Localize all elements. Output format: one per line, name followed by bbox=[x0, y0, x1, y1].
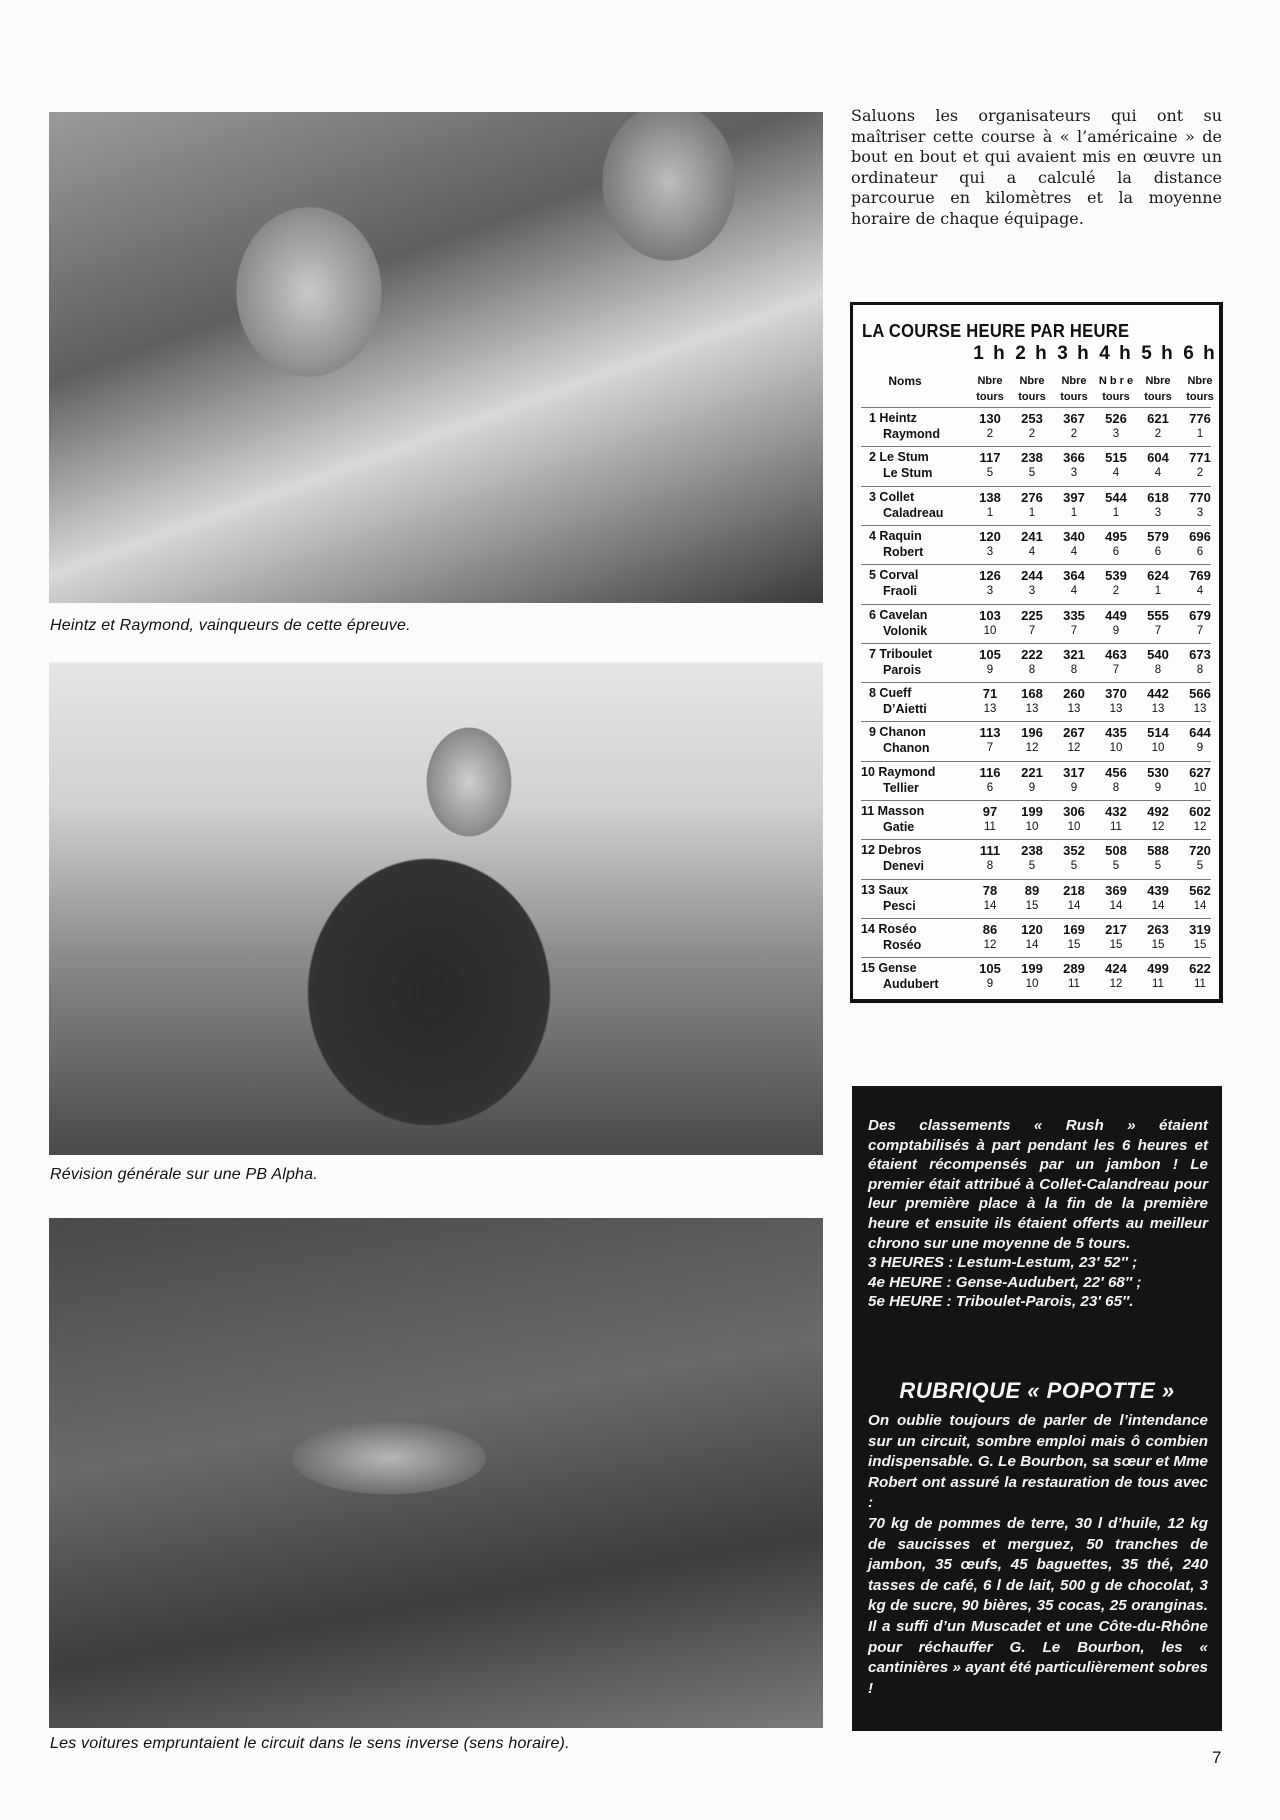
popotte-paragraph: 70 kg de pommes de terre, 30 l d’huile, 12 kg de saucisses et merguez, 50 tranches de jambon, 35 œufs, 45 baguettes, 35 thé, 240 tasses de café, 6 l de lait, 500 g de chocolat, 3 kg de sucre, 90 bières, 35 cocas, 25 oranginas. Il a suffi d’un Muscadet et une Côte-du-Rhône pour réchauffer G. Le Bourbon, les « cantinières » ayant été particulièrement sobres ! bbox=[868, 1514, 1208, 1697]
laps-subheader: N b r e tours bbox=[1098, 375, 1134, 403]
rank-cell: 5 bbox=[1154, 860, 1162, 873]
rank-cell: 15 bbox=[1025, 899, 1039, 912]
laps-cell: 199 bbox=[1021, 804, 1043, 819]
laps-cell: 435 bbox=[1105, 725, 1127, 741]
rank-cell: 3 bbox=[1070, 467, 1078, 480]
photo-heintz-raymond bbox=[49, 112, 823, 603]
rank-cell: 9 bbox=[1154, 781, 1162, 794]
rank-cell: 4 bbox=[1028, 545, 1036, 558]
team-driver-1: 3 Collet bbox=[869, 489, 915, 504]
rank-cell: 3 bbox=[1028, 585, 1036, 598]
rank-cell: 1 bbox=[986, 506, 994, 519]
laps-cell: 138 bbox=[979, 489, 1001, 505]
rank-cell: 10 bbox=[1193, 781, 1207, 794]
team-driver-1: 9 Chanon bbox=[869, 725, 926, 740]
team-driver-1: 2 Le Stum bbox=[869, 450, 929, 465]
rank-cell: 7 bbox=[986, 742, 994, 755]
laps-cell: 71 bbox=[982, 686, 998, 702]
team-driver-2: Audubert bbox=[883, 977, 939, 992]
laps-cell: 604 bbox=[1147, 450, 1169, 466]
laps-cell: 720 bbox=[1189, 843, 1211, 859]
table-row bbox=[861, 957, 1211, 997]
rank-cell: 8 bbox=[1112, 781, 1120, 794]
laps-cell: 120 bbox=[979, 528, 1001, 544]
table-row bbox=[861, 721, 1211, 761]
rank-cell: 1 bbox=[1154, 585, 1162, 598]
rank-cell: 8 bbox=[1070, 663, 1078, 676]
rank-cell: 13 bbox=[1067, 703, 1081, 716]
rank-cell: 3 bbox=[1112, 428, 1120, 440]
rank-cell: 13 bbox=[1109, 703, 1123, 716]
table-row bbox=[861, 839, 1211, 879]
rank-cell: 12 bbox=[1109, 978, 1123, 991]
team-driver-2: Roséo bbox=[883, 937, 922, 952]
laps-cell: 555 bbox=[1147, 607, 1169, 623]
popotte-heading: RUBRIQUE « POPOTTE » bbox=[899, 1378, 1175, 1403]
laps-cell: 463 bbox=[1105, 646, 1127, 662]
rank-cell: 7 bbox=[1028, 624, 1036, 637]
laps-cell: 267 bbox=[1063, 725, 1085, 741]
team-driver-1: 10 Raymond bbox=[861, 764, 936, 779]
laps-cell: 771 bbox=[1189, 450, 1211, 466]
rank-cell: 15 bbox=[1067, 938, 1081, 951]
laps-cell: 508 bbox=[1105, 843, 1127, 859]
hour-column-header: 3 h bbox=[1057, 343, 1091, 364]
laps-cell: 776 bbox=[1189, 411, 1211, 426]
rank-cell: 2 bbox=[1154, 428, 1162, 440]
laps-cell: 679 bbox=[1189, 607, 1211, 623]
laps-cell: 89 bbox=[1024, 882, 1040, 898]
rank-cell: 12 bbox=[1025, 742, 1039, 755]
rank-cell: 12 bbox=[983, 938, 997, 951]
team-driver-2: Caladreau bbox=[883, 505, 944, 520]
rank-cell: 8 bbox=[1196, 663, 1204, 676]
laps-cell: 673 bbox=[1189, 646, 1211, 662]
rush-result-line: 4e HEURE : Gense-Audubert, 22′ 68″ ; bbox=[868, 1273, 1142, 1291]
laps-cell: 449 bbox=[1105, 607, 1127, 623]
laps-cell: 168 bbox=[1021, 686, 1043, 702]
team-driver-1: 4 Raquin bbox=[869, 528, 922, 543]
laps-cell: 111 bbox=[979, 843, 1001, 859]
laps-cell: 540 bbox=[1147, 646, 1169, 662]
rank-cell: 4 bbox=[1070, 545, 1078, 558]
table-row bbox=[861, 800, 1211, 840]
team-driver-2: Gatie bbox=[883, 820, 915, 834]
laps-cell: 364 bbox=[1063, 568, 1085, 584]
team-driver-1: 13 Saux bbox=[861, 882, 909, 897]
team-driver-1: 1 Heintz bbox=[869, 411, 917, 425]
rank-cell: 13 bbox=[983, 703, 997, 716]
rank-cell: 5 bbox=[986, 467, 994, 480]
page-number: 7 bbox=[1212, 1748, 1222, 1767]
rank-cell: 15 bbox=[1109, 938, 1123, 951]
table-title: LA COURSE HEURE PAR HEURE bbox=[862, 321, 1130, 341]
rank-cell: 10 bbox=[1151, 742, 1165, 755]
laps-cell: 241 bbox=[1021, 528, 1043, 544]
rank-cell: 11 bbox=[1110, 821, 1122, 833]
table-row bbox=[861, 564, 1211, 604]
laps-cell: 621 bbox=[1147, 411, 1169, 426]
rank-cell: 14 bbox=[983, 899, 997, 912]
popotte-section bbox=[868, 1411, 1208, 1699]
laps-cell: 319 bbox=[1189, 921, 1211, 937]
laps-cell: 103 bbox=[979, 607, 1001, 623]
table-row bbox=[861, 486, 1211, 526]
table-row bbox=[861, 761, 1211, 801]
rank-cell: 14 bbox=[1151, 899, 1165, 912]
team-driver-1: 8 Cueff bbox=[869, 686, 912, 701]
rank-cell: 7 bbox=[1070, 624, 1078, 637]
rush-result-line: 5e HEURE : Triboulet-Parois, 23′ 65″. bbox=[868, 1293, 1134, 1311]
rank-cell: 5 bbox=[1196, 860, 1204, 873]
rank-cell: 2 bbox=[1028, 428, 1036, 440]
popotte-paragraph: On oublie toujours de parler de l’intendance sur un circuit, sombre emploi mais ô combien indispensable. G. Le Bourbon, sa sœur et Mme Robert ont assuré la restauration de tous avec : bbox=[868, 1412, 1208, 1512]
laps-cell: 624 bbox=[1147, 568, 1169, 584]
results-table bbox=[850, 302, 1223, 1003]
rank-cell: 8 bbox=[986, 860, 994, 873]
team-driver-2: Le Stum bbox=[883, 466, 933, 481]
laps-cell: 352 bbox=[1063, 843, 1085, 859]
rank-cell: 15 bbox=[1193, 938, 1207, 951]
laps-cell: 97 bbox=[982, 804, 998, 819]
laps-cell: 439 bbox=[1147, 882, 1169, 898]
rank-cell: 13 bbox=[1025, 703, 1039, 716]
team-driver-2: Raymond bbox=[883, 427, 940, 441]
laps-cell: 370 bbox=[1105, 686, 1127, 702]
laps-cell: 492 bbox=[1147, 804, 1169, 819]
laps-cell: 602 bbox=[1189, 804, 1211, 819]
rank-cell: 11 bbox=[984, 821, 996, 833]
rank-cell: 5 bbox=[1028, 467, 1036, 480]
photo-caption: Les voitures empruntaient le circuit dans le sens inverse (sens horaire). bbox=[50, 1735, 570, 1752]
team-driver-1: 7 Triboulet bbox=[869, 646, 933, 661]
team-driver-2: Volonik bbox=[883, 623, 928, 638]
laps-cell: 526 bbox=[1105, 411, 1127, 426]
laps-cell: 622 bbox=[1189, 961, 1211, 977]
laps-cell: 499 bbox=[1147, 961, 1169, 977]
laps-cell: 126 bbox=[979, 568, 1001, 584]
laps-subheader: Nbre tours bbox=[1060, 375, 1088, 403]
team-driver-1: 11 Masson bbox=[861, 804, 925, 818]
table-row bbox=[861, 643, 1211, 683]
laps-cell: 306 bbox=[1063, 804, 1085, 819]
laps-cell: 260 bbox=[1063, 686, 1085, 702]
hour-column-header: 1 h bbox=[973, 343, 1007, 364]
laps-cell: 244 bbox=[1021, 568, 1043, 584]
table-row bbox=[861, 407, 1211, 447]
laps-cell: 199 bbox=[1021, 961, 1043, 977]
laps-cell: 321 bbox=[1063, 646, 1085, 662]
laps-cell: 618 bbox=[1147, 489, 1169, 505]
rank-cell: 4 bbox=[1196, 585, 1204, 598]
team-driver-1: 6 Cavelan bbox=[869, 607, 928, 622]
photo-caption: Heintz et Raymond, vainqueurs de cette épreuve. bbox=[50, 617, 411, 634]
laps-cell: 263 bbox=[1147, 921, 1169, 937]
laps-cell: 276 bbox=[1021, 489, 1043, 505]
rank-cell: 2 bbox=[1070, 428, 1078, 440]
laps-cell: 78 bbox=[982, 882, 998, 898]
laps-cell: 113 bbox=[979, 725, 1001, 741]
rank-cell: 5 bbox=[1070, 860, 1078, 873]
laps-cell: 335 bbox=[1063, 607, 1085, 623]
laps-cell: 530 bbox=[1147, 764, 1169, 780]
laps-cell: 514 bbox=[1147, 725, 1169, 741]
rank-cell: 6 bbox=[986, 781, 994, 794]
laps-cell: 221 bbox=[1021, 764, 1043, 780]
rank-cell: 9 bbox=[1112, 624, 1120, 637]
laps-cell: 495 bbox=[1105, 528, 1127, 544]
team-driver-2: D’Aietti bbox=[883, 702, 927, 717]
rank-cell: 10 bbox=[1067, 821, 1081, 833]
sidebar-box bbox=[852, 1086, 1222, 1731]
laps-subheader: Nbre tours bbox=[1018, 375, 1046, 403]
laps-cell: 86 bbox=[982, 921, 998, 937]
rank-cell: 10 bbox=[1025, 821, 1039, 833]
hour-column-header: 6 h bbox=[1183, 343, 1217, 364]
laps-cell: 225 bbox=[1021, 607, 1043, 623]
rank-cell: 2 bbox=[986, 428, 994, 440]
rank-cell: 2 bbox=[1112, 585, 1120, 598]
rank-cell: 11 bbox=[1194, 978, 1206, 991]
laps-subheader: Nbre tours bbox=[1186, 375, 1214, 403]
team-driver-2: Denevi bbox=[883, 859, 924, 874]
team-driver-1: 15 Gense bbox=[861, 961, 917, 976]
laps-cell: 218 bbox=[1063, 882, 1085, 898]
laps-cell: 169 bbox=[1063, 921, 1085, 937]
rank-cell: 2 bbox=[1196, 467, 1204, 480]
laps-subheader: Nbre tours bbox=[976, 375, 1004, 403]
rank-cell: 7 bbox=[1112, 663, 1120, 676]
rank-cell: 13 bbox=[1151, 703, 1165, 716]
laps-cell: 105 bbox=[979, 646, 1001, 662]
laps-cell: 424 bbox=[1105, 961, 1127, 977]
rank-cell: 14 bbox=[1109, 899, 1123, 912]
rank-cell: 12 bbox=[1067, 742, 1081, 755]
laps-cell: 117 bbox=[979, 450, 1001, 466]
rank-cell: 9 bbox=[986, 978, 994, 991]
laps-cell: 539 bbox=[1105, 568, 1127, 584]
rank-cell: 14 bbox=[1193, 899, 1207, 912]
rank-cell: 4 bbox=[1070, 585, 1078, 598]
laps-cell: 120 bbox=[1021, 921, 1043, 937]
rank-cell: 8 bbox=[1154, 663, 1162, 676]
laps-cell: 366 bbox=[1063, 450, 1085, 466]
rank-cell: 6 bbox=[1112, 545, 1120, 558]
rank-cell: 5 bbox=[1028, 860, 1036, 873]
photo-car-on-circuit bbox=[49, 1218, 823, 1728]
rank-cell: 9 bbox=[1070, 781, 1078, 794]
table-row bbox=[861, 879, 1211, 919]
laps-cell: 456 bbox=[1105, 764, 1127, 780]
names-column-header: Noms bbox=[888, 374, 922, 388]
rank-cell: 1 bbox=[1028, 506, 1036, 519]
team-driver-2: Parois bbox=[883, 662, 922, 677]
rank-cell: 4 bbox=[1154, 467, 1162, 480]
rank-cell: 14 bbox=[1025, 938, 1039, 951]
rank-cell: 6 bbox=[1196, 545, 1204, 558]
rank-cell: 11 bbox=[1152, 978, 1164, 991]
rush-section bbox=[868, 1116, 1208, 1312]
rank-cell: 1 bbox=[1112, 506, 1120, 519]
team-driver-1: 5 Corval bbox=[869, 568, 919, 583]
laps-cell: 238 bbox=[1021, 843, 1043, 859]
laps-cell: 369 bbox=[1105, 882, 1127, 898]
hour-column-header: 5 h bbox=[1141, 343, 1175, 364]
rank-cell: 6 bbox=[1154, 545, 1162, 558]
hour-column-header: 2 h bbox=[1015, 343, 1049, 364]
rank-cell: 7 bbox=[1196, 624, 1204, 637]
laps-cell: 769 bbox=[1189, 568, 1211, 584]
rank-cell: 7 bbox=[1154, 624, 1162, 637]
laps-cell: 442 bbox=[1147, 686, 1169, 702]
laps-cell: 579 bbox=[1147, 528, 1169, 544]
laps-cell: 217 bbox=[1105, 921, 1127, 937]
laps-cell: 289 bbox=[1063, 961, 1085, 977]
team-driver-2: Tellier bbox=[883, 780, 919, 795]
laps-cell: 317 bbox=[1063, 764, 1085, 780]
rank-cell: 3 bbox=[986, 585, 994, 598]
table-row bbox=[861, 604, 1211, 644]
laps-cell: 105 bbox=[979, 961, 1001, 977]
rank-cell: 3 bbox=[1154, 506, 1162, 519]
table-row bbox=[861, 525, 1211, 565]
laps-cell: 432 bbox=[1105, 804, 1127, 819]
table-row bbox=[861, 918, 1211, 958]
team-driver-2: Fraoli bbox=[883, 584, 918, 599]
laps-cell: 130 bbox=[979, 411, 1001, 426]
team-driver-2: Robert bbox=[883, 544, 924, 559]
laps-cell: 116 bbox=[979, 764, 1001, 780]
rank-cell: 10 bbox=[1109, 742, 1123, 755]
rank-cell: 15 bbox=[1151, 938, 1165, 951]
laps-subheader: Nbre tours bbox=[1144, 375, 1172, 403]
table-row bbox=[861, 446, 1211, 486]
rank-cell: 9 bbox=[986, 663, 994, 676]
team-driver-2: Pesci bbox=[883, 898, 916, 913]
hour-column-header: 4 h bbox=[1099, 343, 1133, 364]
rank-cell: 1 bbox=[1070, 506, 1078, 519]
laps-cell: 238 bbox=[1021, 450, 1043, 466]
rank-cell: 4 bbox=[1112, 467, 1120, 480]
laps-cell: 340 bbox=[1063, 528, 1085, 544]
laps-cell: 544 bbox=[1105, 489, 1127, 505]
rank-cell: 10 bbox=[1025, 978, 1039, 991]
intro-paragraph: Saluons les organisateurs qui ont su maîtriser cette course à « l’américaine » de bout en bout et qui avaient mis en œuvre un ordinateur qui a calculé la distance parcourue en kilomètres et la moyenne horaire de chaque équipage. bbox=[851, 106, 1222, 228]
laps-cell: 696 bbox=[1189, 528, 1211, 544]
team-driver-1: 12 Debros bbox=[861, 843, 922, 858]
laps-cell: 515 bbox=[1105, 450, 1127, 466]
laps-cell: 770 bbox=[1189, 489, 1211, 505]
rush-paragraph: Des classements « Rush » étaient comptabilisés à part pendant les 6 heures et étaient récompensés par un jambon ! Le premier était attribué à Collet-Calandreau pour leur première place à la fin de la première heure et ensuite ils étaient offerts au meilleur chrono sur une moyenne de 5 tours. bbox=[868, 1117, 1208, 1252]
laps-cell: 644 bbox=[1189, 725, 1211, 741]
team-driver-1: 14 Roséo bbox=[861, 921, 917, 936]
rank-cell: 12 bbox=[1151, 821, 1165, 833]
rush-result-line: 3 HEURES : Lestum-Lestum, 23′ 52″ ; bbox=[868, 1254, 1138, 1272]
laps-cell: 367 bbox=[1063, 411, 1085, 426]
table-row bbox=[861, 682, 1211, 722]
rank-cell: 3 bbox=[986, 545, 994, 558]
rank-cell: 9 bbox=[1028, 781, 1036, 794]
rank-cell: 11 bbox=[1068, 978, 1080, 991]
rank-cell: 5 bbox=[1112, 860, 1120, 873]
laps-cell: 562 bbox=[1189, 882, 1211, 898]
rank-cell: 8 bbox=[1028, 663, 1036, 676]
rank-cell: 9 bbox=[1196, 742, 1204, 755]
rank-cell: 3 bbox=[1196, 506, 1204, 519]
rank-cell: 14 bbox=[1067, 899, 1081, 912]
laps-cell: 397 bbox=[1063, 489, 1085, 505]
photo-caption: Révision générale sur une PB Alpha. bbox=[50, 1166, 318, 1183]
laps-cell: 566 bbox=[1189, 686, 1211, 702]
rank-cell: 10 bbox=[983, 624, 997, 637]
laps-cell: 627 bbox=[1189, 764, 1211, 780]
laps-cell: 253 bbox=[1021, 411, 1043, 426]
laps-cell: 222 bbox=[1021, 646, 1043, 662]
rank-cell: 13 bbox=[1193, 703, 1207, 716]
rank-cell: 1 bbox=[1196, 428, 1204, 440]
laps-cell: 588 bbox=[1147, 843, 1169, 859]
team-driver-2: Chanon bbox=[883, 741, 930, 756]
laps-cell: 196 bbox=[1021, 725, 1043, 741]
photo-pb-alpha-revision bbox=[49, 662, 823, 1155]
rank-cell: 12 bbox=[1193, 821, 1207, 833]
